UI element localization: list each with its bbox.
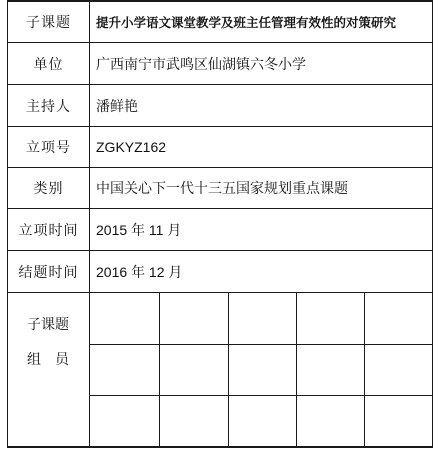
category-value: 中国关心下一代十三五国家规划重点课题 [96,181,348,197]
members-label-line2: 组 员 [27,352,69,368]
host-label: 主持人 [26,98,71,115]
unit-label: 单位 [33,56,64,73]
approval-time-label: 立项时间 [18,222,79,239]
table-border-bottom [7,446,433,448]
project-number-value: ZGKYZ162 [96,139,167,155]
subtopic-value: 提升小学语文课堂教学及班主任管理有效性的对策研究 [96,15,397,30]
host-value: 潘鲜艳 [96,98,138,115]
project-number-label: 立项号 [26,140,71,156]
approval-time-value: 2015 年 11 月 [96,221,182,238]
member-grid [90,293,432,446]
category-label: 类别 [33,181,64,197]
unit-value: 广西南宁市武鸣区仙湖镇六冬小学 [96,56,306,73]
completion-time-value: 2016 年 12 月 [96,263,183,280]
completion-time-label: 结题时间 [18,264,79,281]
members-label-line1: 子课题 [27,317,69,333]
subtopic-label: 子课题 [26,15,71,31]
